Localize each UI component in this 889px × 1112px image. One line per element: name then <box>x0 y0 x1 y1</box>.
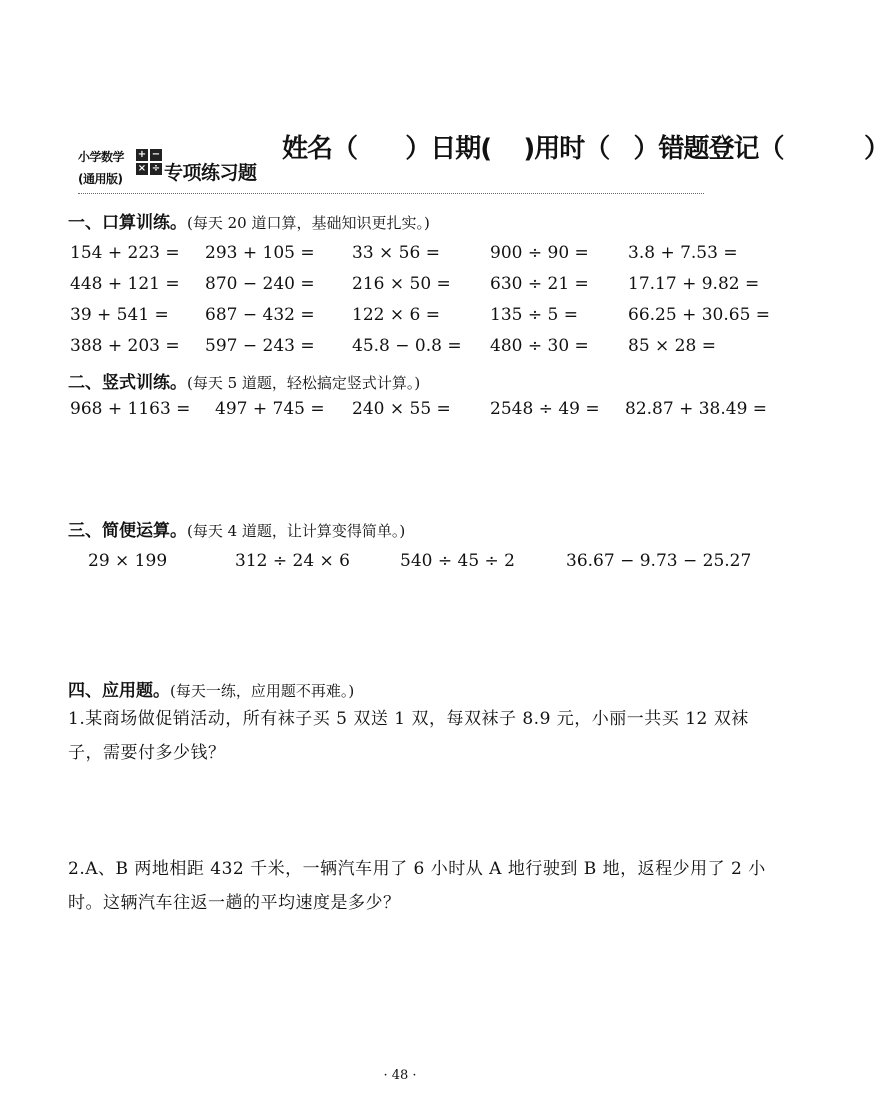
math-symbols-icon <box>136 149 162 175</box>
problem: 33 × 56 = <box>352 243 440 263</box>
problem: 45.8 − 0.8 = <box>352 336 462 356</box>
problem: 122 × 6 = <box>352 305 440 325</box>
brand-logo <box>78 146 257 194</box>
problem: 870 − 240 = <box>205 274 315 294</box>
problem: 597 − 243 = <box>205 336 315 356</box>
problem: 480 ÷ 30 = <box>490 336 589 356</box>
brand-series <box>78 146 136 190</box>
problem: 17.17 + 9.82 = <box>628 274 760 294</box>
problem: 66.25 + 30.65 = <box>628 305 771 325</box>
problem: 388 + 203 = <box>70 336 180 356</box>
section2-heading <box>68 368 420 393</box>
divide-icon: ÷ <box>151 163 161 174</box>
section4-note: (每天一练，应用题不再难。) <box>170 682 355 700</box>
problem: 85 × 28 = <box>628 336 716 356</box>
page-number: · 48 · <box>383 1068 417 1083</box>
problem: 216 × 50 = <box>352 274 451 294</box>
problem: 240 × 55 = <box>352 399 451 419</box>
word-problem-1: 1.某商场做促销活动，所有袜子买 5 双送 1 双，每双袜子 8.9 元，小丽一共买 12 双袜子，需要付多少钱？ <box>68 709 749 763</box>
section1-heading <box>68 208 430 233</box>
problem: 135 ÷ 5 = <box>490 305 578 325</box>
problem: 154 + 223 = <box>70 243 180 263</box>
section3-note: (每天 4 道题，让计算变得简单。) <box>187 522 406 540</box>
problem: 448 + 121 = <box>70 274 180 294</box>
problem: 293 + 105 = <box>205 243 315 263</box>
word-problem-2: 2.A、B 两地相距 432 千米，一辆汽车用了 6 小时从 A 地行驶到 B 地，返程少用了 2 小时。这辆汽车往返一趟的平均速度是多少？ <box>68 859 766 913</box>
section4-heading <box>68 676 354 701</box>
problem: 968 + 1163 = <box>70 399 191 419</box>
brand-edition: (通用版) <box>78 172 123 186</box>
plus-icon: + <box>137 149 147 160</box>
problem: 497 + 745 = <box>215 399 325 419</box>
problem: 2548 ÷ 49 = <box>490 399 600 419</box>
problem: 630 ÷ 21 = <box>490 274 589 294</box>
section1-title: 一、口算训练。 <box>68 213 187 233</box>
section2-title: 二、竖式训练。 <box>68 373 187 393</box>
problem: 900 ÷ 90 = <box>490 243 589 263</box>
brand-title: 专项练习题 <box>164 162 257 184</box>
problem: 36.67 − 9.73 − 25.27 <box>566 551 752 571</box>
minus-icon: − <box>151 149 161 160</box>
section1-note: (每天 20 道口算，基础知识更扎实。) <box>187 214 430 232</box>
problem: 29 × 199 <box>88 551 168 571</box>
problem: 687 − 432 = <box>205 305 315 325</box>
problem: 540 ÷ 45 ÷ 2 <box>400 551 515 571</box>
problem: 39 + 541 = <box>70 305 169 325</box>
section2-note: (每天 5 道题，轻松搞定竖式计算。) <box>187 374 421 392</box>
problem: 3.8 + 7.53 = <box>628 243 738 263</box>
problem: 82.87 + 38.49 = <box>625 399 768 419</box>
header-divider <box>78 193 704 194</box>
section3-title: 三、简便运算。 <box>68 521 187 541</box>
section3-heading <box>68 516 405 541</box>
multiply-icon: × <box>137 163 147 174</box>
problem: 312 ÷ 24 × 6 <box>235 551 350 571</box>
brand-subject: 小学数学 <box>78 150 125 164</box>
student-info-line: 姓名（ ）日期( )用时（ ）错题登记（ ） <box>282 134 889 164</box>
section4-title: 四、应用题。 <box>68 681 170 701</box>
